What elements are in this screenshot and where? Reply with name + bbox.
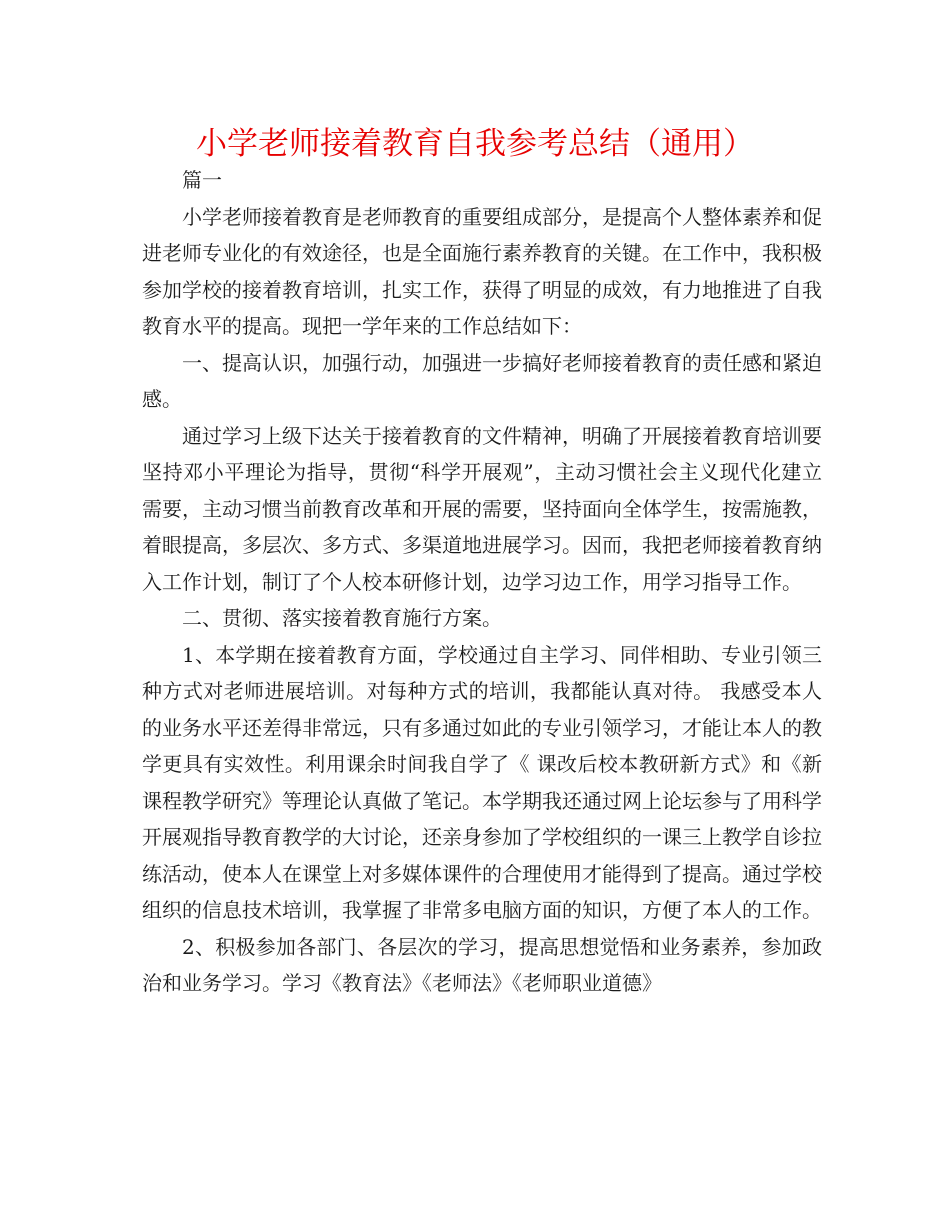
paragraph-item-2: 2、积极参加各部门、各层次的学习，提高思想觉悟和业务素养，参加政治和业务学习。学习《教育法》《老师法》《老师职业道德》 [142, 934, 822, 995]
heading-one: 一、提高认识，加强行动，加强进一步搞好老师接着教育的责任感和紧迫感。 [142, 350, 822, 411]
document-body [142, 162, 822, 1002]
paragraph-study: 通过学习上级下达关于接着教育的文件精神，明确了开展接着教育培训要坚持邓小平理论为指导，贯彻“科学开展观”，主动习惯社会主义现代化建立需要，主动习惯当前教育改革和开展的需要，坚持面向全体学生，按需施教，着眼提高，多层次、多方式、多渠道地进展学习。因而，我把老师接着教育纳入工作计划，制订了个人校本研修计划，边学习边工作，用学习指导工作。 [142, 423, 822, 594]
document-title: 小学老师接着教育自我参考总结（通用） [196, 126, 754, 162]
heading-two: 二、贯彻、落实接着教育施行方案。 [182, 606, 502, 630]
section-label: 篇一 [182, 168, 222, 192]
paragraph-intro: 小学老师接着教育是老师教育的重要组成部分，是提高个人整体素养和促进老师专业化的有效途径，也是全面施行素养教育的关键。在工作中，我积极参加学校的接着教育培训，扎实工作，获得了明显的成效，有力地推进了自我教育水平的提高。现把一学年来的工作总结如下： [142, 204, 822, 338]
paragraph-item-1: 1、本学期在接着教育方面，学校通过自主学习、同伴相助、专业引领三种方式对老师进展培训。对每种方式的培训，我都能认真对待。 我感受本人的业务水平还差得非常远，只有多通过如此的专业引领学习，才能让本人的教学更具有实效性。利用课余时间我自学了《 课改后校本教研新方式》和《新课程教学研究》等理论认真做了笔记。本学期我还通过网上论坛参与了用科学开展观指导教育教学的大讨论，还亲身参加了学校组织的一课三上教学自诊拉练活动，使本人在课堂上对多媒体课件的合理使用才能得到了提高。通过学校组织的信息技术培训，我掌握了非常多电脑方面的知识，方便了本人的工作。 [142, 642, 822, 922]
